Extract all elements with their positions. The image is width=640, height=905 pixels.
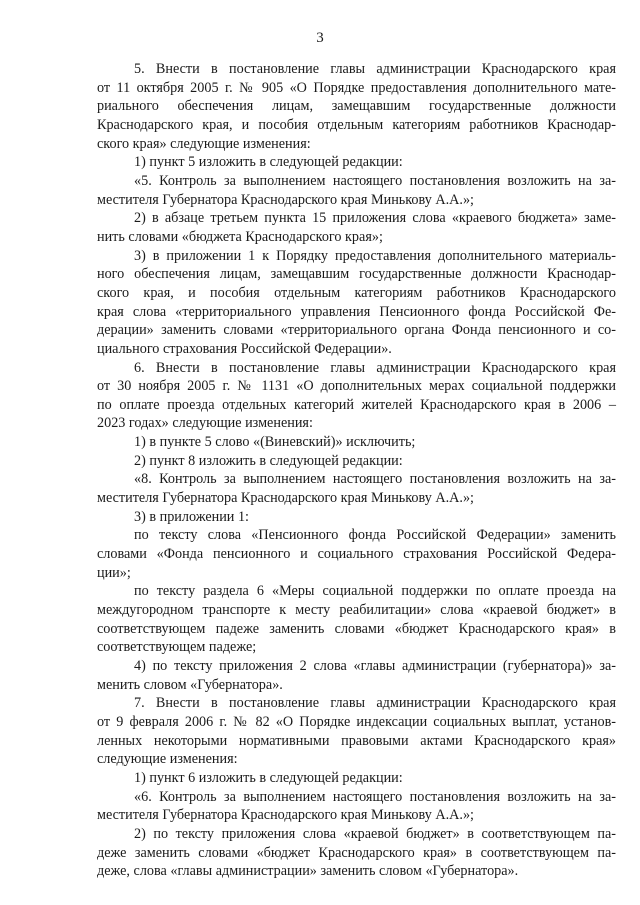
text-line: нить словами «бюджета Краснодарского края»; [97, 228, 383, 245]
text-line: местителя Губернатора Краснодарского края Минькову А.А.»; [97, 490, 474, 507]
text-line: 1) в пункте 5 слово «(Виневский)» исключить; [134, 434, 416, 451]
text-line: соответствующем падеже; [97, 639, 257, 656]
text-line: 2) по тексту приложения слова «краевой бюджет» в соответствующем па- [134, 825, 616, 842]
text-line: Краснодарского края, и пособия отдельным категориям работников Краснодар- [97, 116, 616, 133]
text-line: местителя Губернатора Краснодарского края Минькову А.А.»; [97, 191, 474, 208]
text-line: дерации» заменить словами «территориального органа Фонда пенсионного и со- [97, 322, 616, 339]
text-line: по тексту раздела 6 «Меры социальной поддержки по оплате проезда на [134, 583, 616, 600]
text-line: деже заменить словами «бюджет Краснодарского края» в соответствующем па- [97, 844, 616, 861]
text-line: 5. Внести в постановление главы администрации Краснодарского края [134, 61, 616, 77]
text-line: 6. Внести в постановление главы администрации Краснодарского края [134, 359, 616, 376]
text-line: 2) пункт 8 изложить в следующей редакции: [134, 452, 403, 469]
text-line: деже, слова «главы администрации» заменить словом «Губернатора». [97, 863, 519, 880]
text-line: соответствующем падеже заменить словами «бюджет Краснодарского края» в [97, 620, 616, 637]
page-number: 3 [316, 30, 324, 46]
text-line: ского края, и пособия отдельным категориям работников Краснодарского [97, 284, 616, 301]
text-line: 1) пункт 5 изложить в следующей редакции: [134, 154, 403, 171]
text-line: 7. Внести в постановление главы администрации Краснодарского края [134, 695, 616, 712]
text-line: 1) пункт 6 изложить в следующей редакции: [134, 769, 403, 786]
text-line: ленных некоторыми нормативными правовыми актами Краснодарского края» [97, 732, 616, 749]
text-line: от 30 ноября 2005 г. № 1131 «О дополнительных мерах социальной поддержки [97, 378, 616, 395]
text-line: словами «Фонда пенсионного и социального страхования Российской Федера- [97, 546, 616, 563]
document-body [97, 60, 616, 881]
text-line: «5. Контроль за выполнением настоящего постановления возложить на за- [134, 172, 616, 189]
text-line: риального обеспечения лицам, замещавшим государственные должности [97, 98, 616, 115]
text-line: ции»; [97, 564, 131, 581]
text-line: ного обеспечения лицам, замещавшим государственные должности Краснодар- [97, 266, 616, 283]
text-line: «8. Контроль за выполнением настоящего постановления возложить на за- [134, 471, 616, 488]
text-line: ского края» следующие изменения: [97, 135, 311, 152]
text-line: следующие изменения: [97, 751, 238, 768]
text-line: 3) в приложении 1 к Порядку предоставления дополнительного материаль- [134, 247, 616, 264]
text-line: от 9 февраля 2006 г. № 82 «О Порядке индексации социальных выплат, установ- [97, 713, 616, 730]
text-line: местителя Губернатора Краснодарского края Минькову А.А.»; [97, 807, 474, 824]
text-line: 2023 годах» следующие изменения: [97, 415, 313, 432]
text-line: по тексту слова «Пенсионного фонда Российской Федерации» заменить [134, 527, 616, 544]
text-line: «6. Контроль за выполнением настоящего постановления возложить на за- [134, 788, 616, 805]
text-line: междугородном транспорте к месту реабилитации» слова «краевой бюджет» в [97, 602, 616, 619]
text-line: края слова «территориального управления Пенсионного фонда Российской Фе- [97, 303, 616, 320]
text-line: 2) в абзаце третьем пункта 15 приложения слова «краевого бюджета» заме- [134, 210, 616, 227]
text-line: 3) в приложении 1: [134, 508, 249, 525]
text-line: менить словом «Губернатора». [97, 676, 283, 693]
text-line: от 11 октября 2005 г. № 905 «О Порядке предоставления дополнительного мате- [97, 79, 616, 96]
text-line: 4) по тексту приложения 2 слова «главы администрации (губернатора)» за- [134, 658, 616, 674]
text-line: циального страхования Российской Федерации». [97, 340, 392, 357]
text-line: по оплате проезда отдельных категорий жителей Краснодарского края в 2006 – [97, 396, 616, 413]
